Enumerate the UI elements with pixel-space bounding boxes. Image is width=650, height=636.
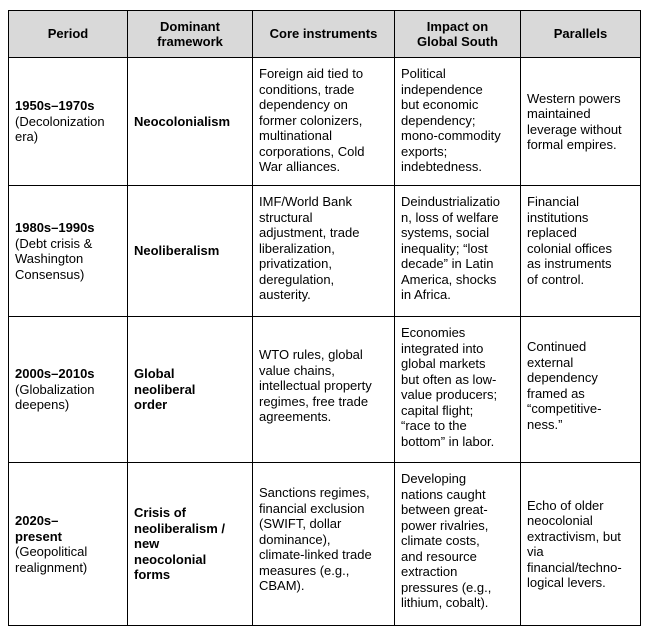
header-row xyxy=(9,11,641,58)
period-cell xyxy=(9,58,128,186)
header-impact: Impact on Global South xyxy=(395,11,521,58)
period-cell xyxy=(9,317,128,463)
framework-cell: Neoliberalism xyxy=(128,186,253,317)
period-range: 2000s–2010s xyxy=(15,366,95,382)
impact-cell: Deindustrializatio n, loss of welfare systems, social inequality; “lost decade” in Latin America, shocks in Africa. xyxy=(395,186,521,317)
header-period: Period xyxy=(9,11,128,58)
table-row xyxy=(9,186,641,317)
table-row xyxy=(9,463,641,626)
impact-cell: Economies integrated into global markets but often as low- value producers; capital flight; “race to the bottom” in labor. xyxy=(395,317,521,463)
table-row xyxy=(9,317,641,463)
comparison-table xyxy=(8,10,641,626)
framework-cell: Crisis of neoliberalism / new neocolonial forms xyxy=(128,463,253,626)
header-parallels: Parallels xyxy=(521,11,641,58)
parallels-cell: Continued external dependency framed as “competitive- ness.” xyxy=(521,317,641,463)
instruments-cell: IMF/World Bank structural adjustment, trade liberalization, privatization, deregulation, austerity. xyxy=(253,186,395,317)
parallels-cell: Western powers maintained leverage without formal empires. xyxy=(521,58,641,186)
impact-cell: Political independence but economic dependency; mono-commodity exports; indebtedness. xyxy=(395,58,521,186)
period-range: 1980s–1990s xyxy=(15,220,95,235)
period-range: 1950s–1970s xyxy=(15,98,95,114)
parallels-cell: Echo of older neocolonial extractivism, but via financial/techno- logical levers. xyxy=(521,463,641,626)
instruments-cell: Foreign aid tied to conditions, trade dependency on former colonizers, multinational corporations, Cold War alliances. xyxy=(253,58,395,186)
header-core-instruments: Core instruments xyxy=(253,11,395,58)
framework-cell: Neocolonialism xyxy=(128,58,253,186)
period-label: (Debt crisis & Washington Consensus) xyxy=(15,235,93,282)
period-label: (Geopolitical realignment) xyxy=(15,544,88,575)
table-row xyxy=(9,58,641,186)
instruments-cell: Sanctions regimes, financial exclusion (SWIFT, dollar dominance), climate-linked trade measures (e.g., CBAM). xyxy=(253,463,395,626)
parallels-cell: Financial institutions replaced colonial offices as instruments of control. xyxy=(521,186,641,317)
impact-cell: Developing nations caught between great- power rivalries, climate costs, and resource extraction pressures (e.g., lithium, cobalt). xyxy=(395,463,521,626)
header-dominant-framework: Dominant framework xyxy=(128,11,253,58)
period-range: 2020s– present xyxy=(15,513,62,544)
period-label: (Decolonization era) xyxy=(15,113,105,145)
period-label: (Globalization deepens) xyxy=(15,381,95,413)
period-cell xyxy=(9,186,128,317)
period-cell xyxy=(9,463,128,626)
instruments-cell: WTO rules, global value chains, intellectual property regimes, free trade agreements. xyxy=(253,317,395,463)
framework-cell: Global neoliberal order xyxy=(128,317,253,463)
